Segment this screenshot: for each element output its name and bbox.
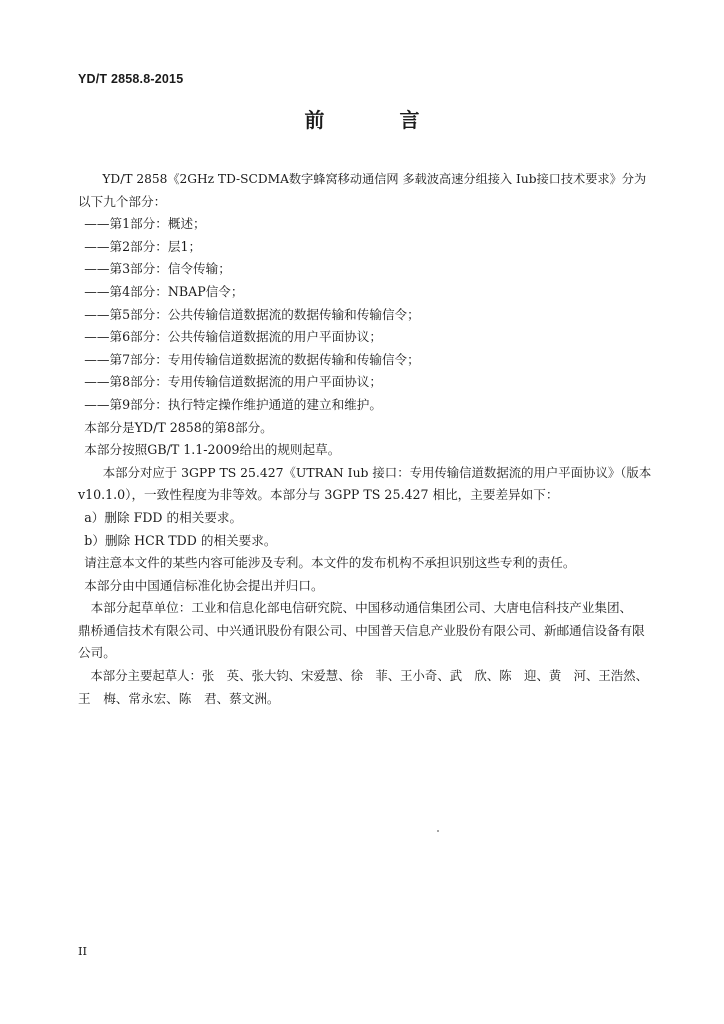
list-item: ——第9部分：执行特定操作维护通道的建立和维护。 <box>84 396 382 412</box>
drafting-rule-statement: 本部分按照GB/T 1.1-2009给出的规则起草。 <box>84 442 341 458</box>
intro-paragraph-line-2: 以下九个部分： <box>78 193 167 209</box>
difference-item-b: b）删除 HCR TDD 的相关要求。 <box>84 532 277 548</box>
drafting-units-line-2: 鼎桥通信技术有限公司、中兴通讯股份有限公司、中国普天信息产业股份有限公司、新邮通信设备有限 <box>78 622 645 638</box>
list-item: ——第8部分：专用传输信道数据流的用户平面协议； <box>84 374 382 390</box>
scan-speck <box>437 830 439 832</box>
drafters-line-2: 王 梅、常永宏、陈 君、蔡文洲。 <box>78 690 280 706</box>
standard-code: YD/T 2858.8-2015 <box>78 72 184 86</box>
correspondence-line-2: v10.1.0），一致性程度为非等效。本部分与 3GPP TS 25.427 相比，主要差异如下： <box>78 487 559 503</box>
list-item: ——第3部分：信令传输； <box>84 261 231 277</box>
this-part-statement: 本部分是YD/T 2858的第8部分。 <box>84 419 273 435</box>
page-title: 前 言 <box>304 108 454 132</box>
patent-notice: 请注意本文件的某些内容可能涉及专利。本文件的发布机构不承担识别这些专利的责任。 <box>84 555 576 571</box>
correspondence-line-1: 本部分对应于 3GPP TS 25.427《UTRAN Iub 接口：专用传输信道数据流的用户平面协议》（版本 <box>102 464 652 480</box>
intro-paragraph-line-1: YD/T 2858《2GHz TD-SCDMA数字蜂窝移动通信网 多载波高速分组接入 Iub接口技术要求》分为 <box>102 172 647 186</box>
list-item: ——第5部分：公共传输信道数据流的数据传输和传输信令； <box>84 306 420 322</box>
foreword-body <box>78 168 652 710</box>
difference-item-a: a）删除 FDD 的相关要求。 <box>84 509 243 525</box>
list-item: ——第6部分：公共传输信道数据流的用户平面协议； <box>84 329 382 345</box>
page-number: II <box>78 944 88 958</box>
parts-list <box>78 213 652 416</box>
drafters-line-1: 本部分主要起草人：张 英、张大钧、宋爱慧、徐 菲、王小奇、武 欣、陈 迎、黄 河、王浩然、 <box>90 668 648 684</box>
drafting-units-line-1: 本部分起草单位：工业和信息化部电信研究院、中国移动通信集团公司、大唐电信科技产业集团、 <box>90 600 633 616</box>
list-item: ——第7部分：专用传输信道数据流的数据传输和传输信令； <box>84 351 420 367</box>
list-item: ——第4部分：NBAP信令； <box>84 283 244 299</box>
proposer-statement: 本部分由中国通信标准化协会提出并归口。 <box>84 577 324 593</box>
drafting-units-line-3: 公司。 <box>78 645 116 661</box>
list-item: ——第1部分：概述； <box>84 216 206 232</box>
list-item: ——第2部分：层1； <box>84 238 202 254</box>
